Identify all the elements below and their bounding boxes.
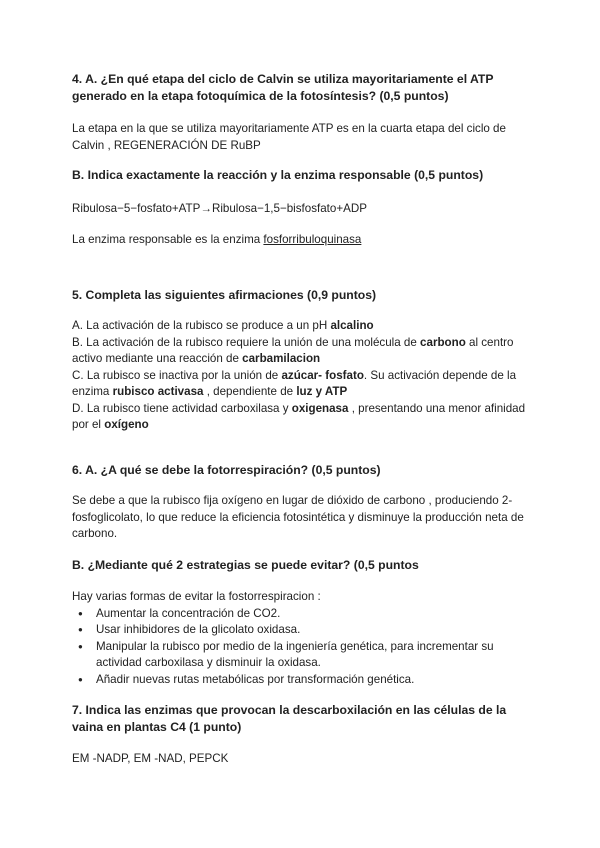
q5-statement-b: B. La activación de la rubisco requiere la unión de una molécula de carbono al centro activo mediante una reacción de carbamilacion xyxy=(72,335,514,365)
q6-answer: Se debe a que la rubisco fija oxígeno en lugar de dióxido de carbono , produciendo 2-fosfoglicolato, lo que reduce la eficiencia fotosintética y disminuye la producción neta de carbono. xyxy=(72,494,524,540)
q6-intro: Hay varias formas de evitar la fostorrespiracion : xyxy=(72,590,321,603)
q5-heading: 5. Completa las siguientes afirmaciones (0,9 puntos) xyxy=(72,288,377,302)
list-item: ● Añadir nuevas rutas metabólicas por transformación genética. xyxy=(72,672,532,689)
q6-heading: 6. A. ¿A qué se debe la fotorrespiración? (0,5 puntos) xyxy=(72,463,381,477)
q7-answer: EM -NADP, EM -NAD, PEPCK xyxy=(72,752,229,765)
q4-reaction: Ribulosa−5−fosfato+ATP→Ribulosa−1,5−bisfosfato+ADP xyxy=(72,202,367,215)
q5-statement-d: D. La rubisco tiene actividad carboxilasa y oxigenasa , presentando una menor afinidad por el oxígeno xyxy=(72,401,526,431)
list-item: ● Manipular la rubisco por medio de la ingeniería genética, para incrementar su actividad carboxilasa y disminuir la oxidasa. xyxy=(72,639,532,672)
q5-statement-c: C. La rubisco se inactiva por la unión de azúcar- fosfato. Su activación depende de la enzima rubisco activasa , dependiente de luz y ATP xyxy=(72,368,517,398)
q4-enzyme-name: fosforribuloquinasa xyxy=(263,233,362,246)
q4-b-heading: B. Indica exactamente la reacción y la enzima responsable (0,5 puntos) xyxy=(72,168,484,182)
q4-answer: La etapa en la que se utiliza mayoritariamente ATP es en la cuarta etapa del ciclo de Calvin , REGENERACIÓN DE RuBP xyxy=(72,122,506,152)
q4-enzyme-prefix: La enzima responsable es la enzima xyxy=(72,233,264,246)
strategy-list xyxy=(72,606,532,689)
q5-statements xyxy=(72,318,532,434)
q4-heading: 4. A. ¿En qué etapa del ciclo de Calvin se utiliza mayoritariamente el ATP generado en la etapa fotoquímica de la fotosíntesis? (0,5 puntos) xyxy=(72,72,494,103)
q7-heading: 7. Indica las enzimas que provocan la descarboxilación en las células de la vaina en plantas C4 (1 punto) xyxy=(72,703,507,734)
q6-b-heading: B. ¿Mediante qué 2 estrategias se puede evitar? (0,5 puntos xyxy=(72,558,419,572)
list-item: ● Aumentar la concentración de CO2. xyxy=(72,606,532,623)
q4-enzyme xyxy=(72,232,532,249)
list-item: ● Usar inhibidores de la glicolato oxidasa. xyxy=(72,622,532,639)
q6-strategies xyxy=(72,589,532,688)
q5-statement-a: A. La activación de la rubisco se produce a un pH alcalino xyxy=(72,319,374,332)
